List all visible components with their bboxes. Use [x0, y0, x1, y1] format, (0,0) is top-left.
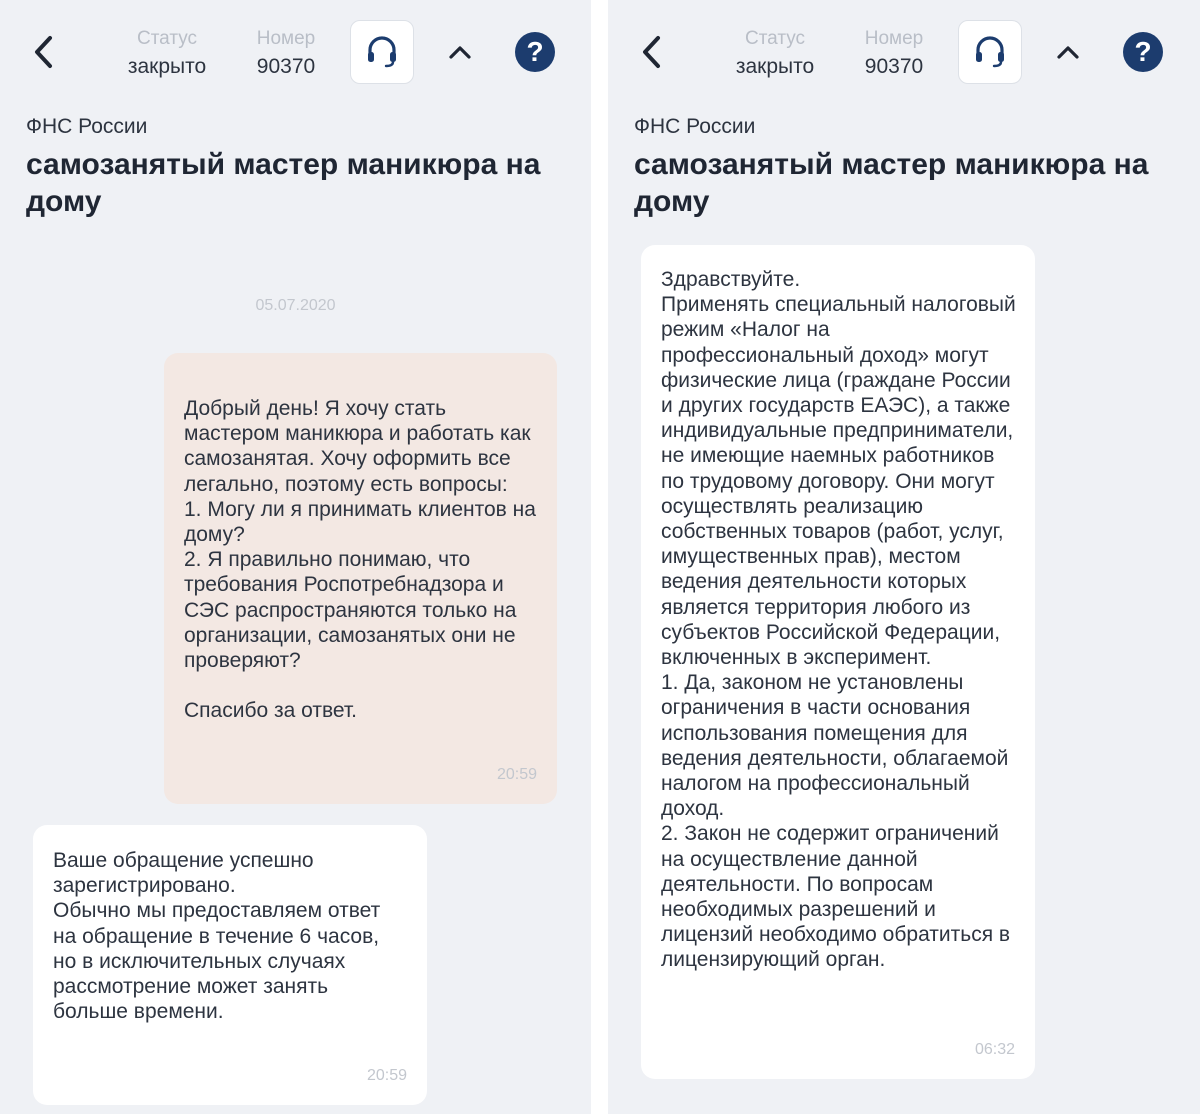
- support-button[interactable]: [958, 20, 1022, 84]
- chevron-left-icon: [28, 32, 62, 72]
- auto-reply-message: [33, 825, 427, 1105]
- help-button[interactable]: [1123, 32, 1163, 72]
- headset-icon: [365, 35, 399, 69]
- page-title: самозанятый мастер маникюра на дому: [26, 148, 541, 218]
- answer-message: [641, 245, 1035, 1079]
- status-block: [110, 28, 224, 80]
- user-message: [164, 353, 557, 804]
- number-value: 90370: [864, 55, 924, 78]
- status-value: закрыто: [735, 55, 815, 78]
- number-value: 90370: [256, 55, 316, 78]
- answer-text: Здравствуйте. Применять специальный налоговый режим «Налог на профессиональный доход» могут физические лица (граждане России и других государств ЕАЭС), а также индивидуальные предприниматели, не имеющие наемных работников по трудовому договору. Они могут осуществлять реализацию собственных товаров (работ, услуг, имущественных прав), местом ведения деятельности которых является территория любого из субъектов Российской Федерации, включенных в эксперимент. 1. Да, законом не установлены ограничения в части основания использования помещения для ведения деятельности, облагаемой налогом на профессиональный доход. 2. Закон не содержит ограничений на осуществление данной деятельности. По вопросам необходимых разрешений и лицензий необходимо обратиться в лицензирующий орган.: [661, 268, 1016, 972]
- question-icon: ?: [1134, 36, 1152, 67]
- chevron-up-icon: [1048, 32, 1088, 72]
- auto-reply-time: 20:59: [366, 1067, 407, 1084]
- collapse-button[interactable]: [1048, 32, 1088, 72]
- user-message-text: Добрый день! Я хочу стать мастером маникюра и работать как самозанятая. Хочу оформить все легально, поэтому есть вопросы: 1. Могу ли я принимать клиентов на дому? 2. Я правильно понимаю, что требования Роспотребнадзора и СЭС распространяются только на организации, самозанятых они не проверяют? Спасибо за ответ.: [184, 397, 536, 723]
- date-separator: 05.07.2020: [255, 297, 336, 314]
- answer-time: 06:32: [974, 1041, 1015, 1058]
- status-label: Статус: [136, 28, 198, 49]
- page-title: самозанятый мастер маникюра на дому: [634, 148, 1149, 218]
- user-message-time: 20:59: [496, 766, 537, 783]
- right-screen: [608, 0, 1200, 1114]
- headset-icon: [973, 35, 1007, 69]
- chevron-left-icon: [636, 32, 670, 72]
- number-block: [240, 28, 332, 80]
- left-screen: [0, 0, 591, 1114]
- help-button[interactable]: [515, 32, 555, 72]
- back-button[interactable]: [28, 32, 62, 72]
- status-label: Статус: [744, 28, 806, 49]
- number-block: [848, 28, 940, 80]
- support-button[interactable]: [350, 20, 414, 84]
- question-icon: ?: [526, 36, 544, 67]
- number-label: Номер: [256, 28, 316, 49]
- organization-name: ФНС России: [634, 115, 756, 138]
- auto-reply-text: Ваше обращение успешно зарегистрировано. Обычно мы предоставляем ответ на обращение в течение 6 часов, но в исключительных случаях рассмотрение может занять больше времени.: [53, 849, 381, 1024]
- chevron-up-icon: [440, 32, 480, 72]
- number-label: Номер: [864, 28, 924, 49]
- back-button[interactable]: [636, 32, 670, 72]
- organization-name: ФНС России: [26, 115, 148, 138]
- collapse-button[interactable]: [440, 32, 480, 72]
- status-value: закрыто: [127, 55, 207, 78]
- status-block: [718, 28, 832, 80]
